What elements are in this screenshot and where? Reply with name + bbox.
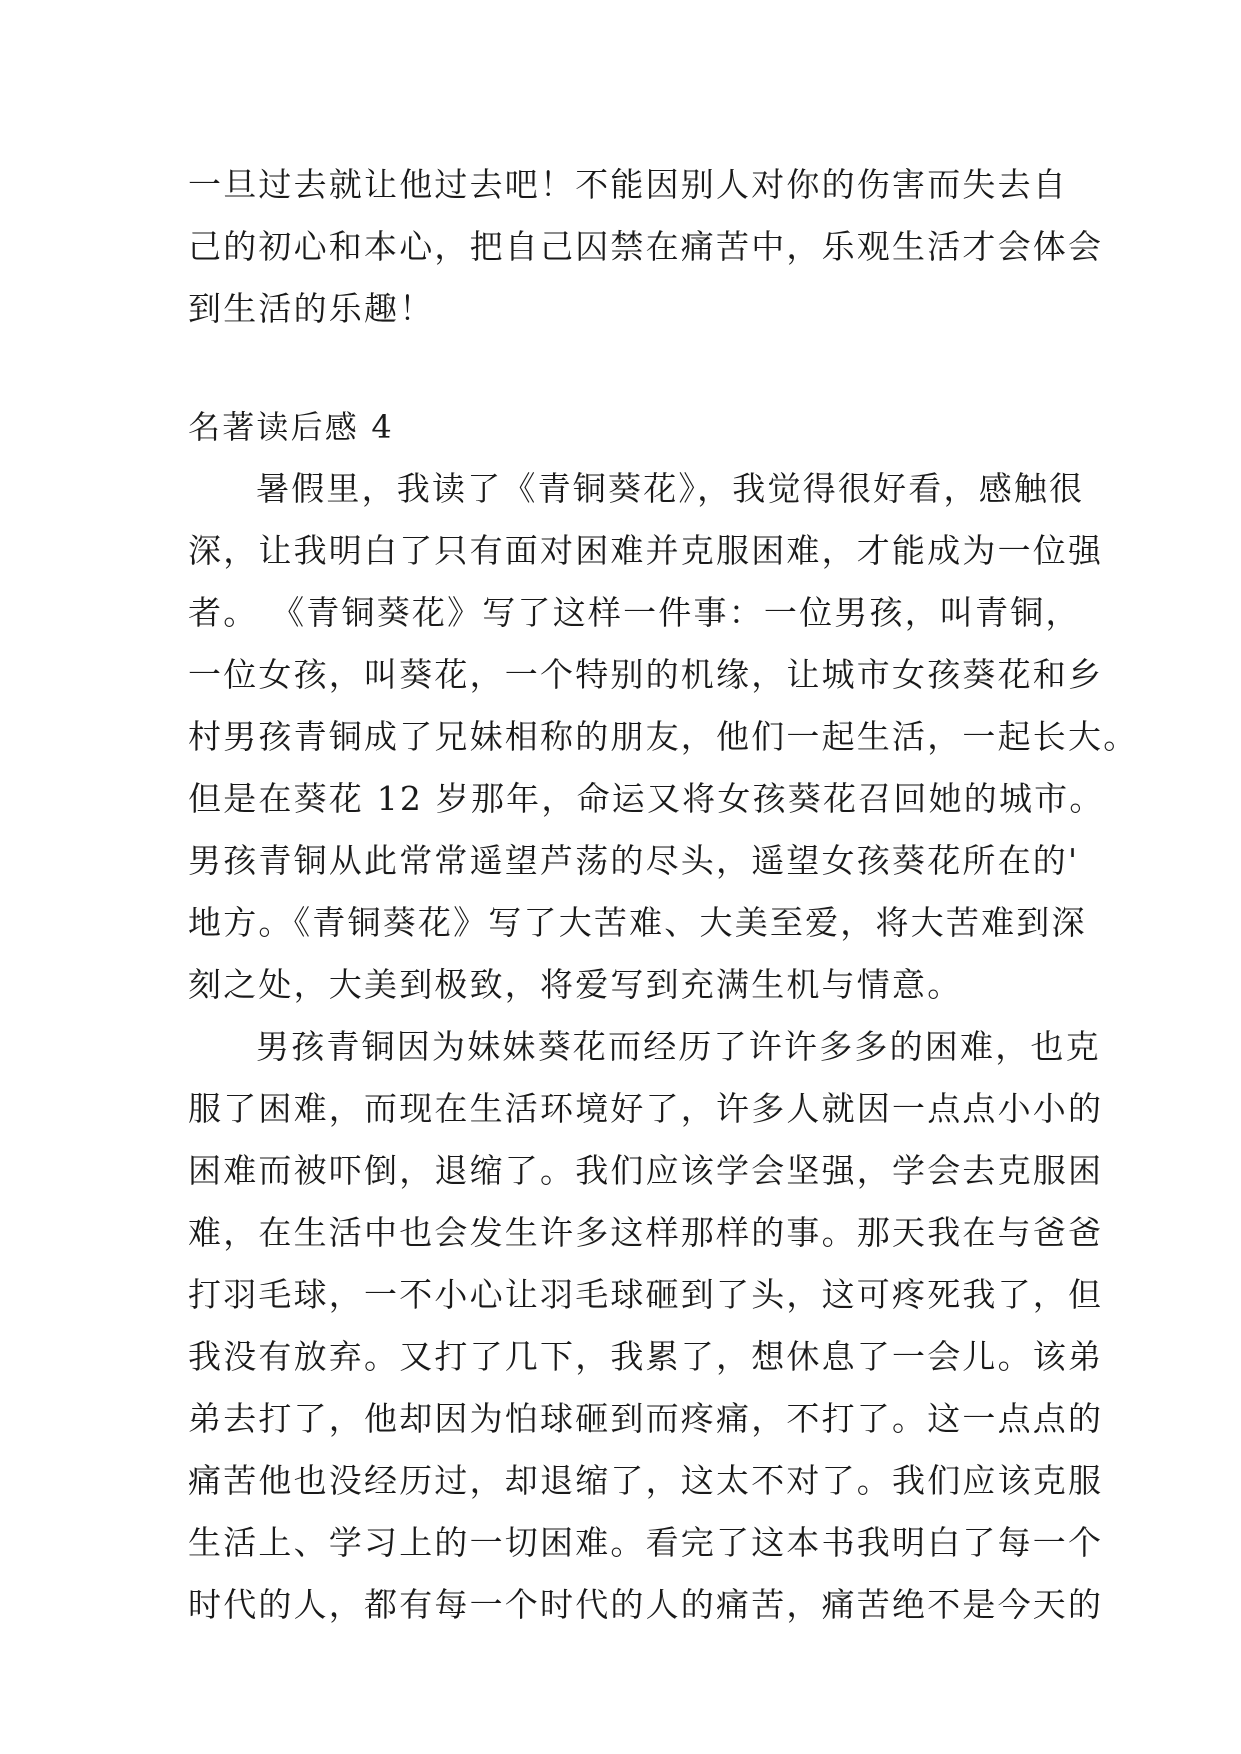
text-line: 深，让我明白了只有面对困难并克服困难，才能成为一位强 — [188, 531, 1104, 570]
text-line: 但是在葵花 12 岁那年，命运又将女孩葵花召回她的城市。 — [188, 779, 1105, 818]
text-line: 打羽毛球，一不小心让羽毛球砸到了头，这可疼死我了，但 — [188, 1275, 1104, 1314]
text-line: 困难而被吓倒，退缩了。我们应该学会坚强，学会去克服困 — [188, 1151, 1104, 1190]
text-line: 难，在生活中也会发生许多这样那样的事。那天我在与爸爸 — [188, 1213, 1104, 1252]
text-line: 地方。《青铜葵花》写了大苦难、大美至爱，将大苦难到深 — [188, 903, 1087, 942]
text-line: 弟去打了，他却因为怕球砸到而疼痛，不打了。这一点点的 — [188, 1399, 1104, 1438]
text-line: 刻之处，大美到极致，将爱写到充满生机与情意。 — [188, 965, 963, 1004]
text-line: 服了困难，而现在生活环境好了，许多人就因一点点小小的 — [188, 1089, 1104, 1128]
text-line: 男孩青铜从此常常遥望芦荡的尽头，遥望女孩葵花所在的' — [188, 841, 1080, 880]
text-line: 时代的人，都有每一个时代的人的痛苦，痛苦绝不是今天的 — [188, 1585, 1104, 1624]
text-line: 己的初心和本心，把自己囚禁在痛苦中，乐观生活才会体会 — [188, 227, 1104, 266]
document-body — [188, 154, 1139, 1636]
text-line: 痛苦他也没经历过，却退缩了，这太不对了。我们应该克服 — [188, 1461, 1104, 1500]
text-line: 一位女孩，叫葵花，一个特别的机缘，让城市女孩葵花和乡 — [188, 655, 1104, 694]
section-title: 名著读后感 4 — [188, 408, 394, 446]
paragraph-2 — [188, 1016, 1104, 1636]
text-line: 到生活的乐趣！ — [188, 289, 435, 328]
text-line: 者。 《青铜葵花》写了这样一件事：一位男孩，叫青铜， — [188, 593, 1081, 632]
text-line: 我没有放弃。又打了几下，我累了，想休息了一会儿。该弟 — [188, 1337, 1104, 1376]
text-line: 一旦过去就让他过去吧！不能因别人对你的伤害而失去自 — [188, 165, 1068, 204]
text-line: 男孩青铜因为妹妹葵花而经历了许许多多的困难，也克 — [256, 1027, 1101, 1066]
text-line: 暑假里，我读了《青铜葵花》，我觉得很好看，感触很 — [256, 469, 1085, 508]
text-line: 生活上、学习上的一切困难。看完了这本书我明白了每一个 — [188, 1523, 1104, 1562]
paragraph-1 — [188, 458, 1139, 1016]
text-line: 村男孩青铜成了兄妹相称的朋友，他们一起生活，一起长大。 — [188, 717, 1139, 756]
paragraph-gap — [188, 340, 1048, 396]
intro-paragraph — [188, 154, 1104, 340]
